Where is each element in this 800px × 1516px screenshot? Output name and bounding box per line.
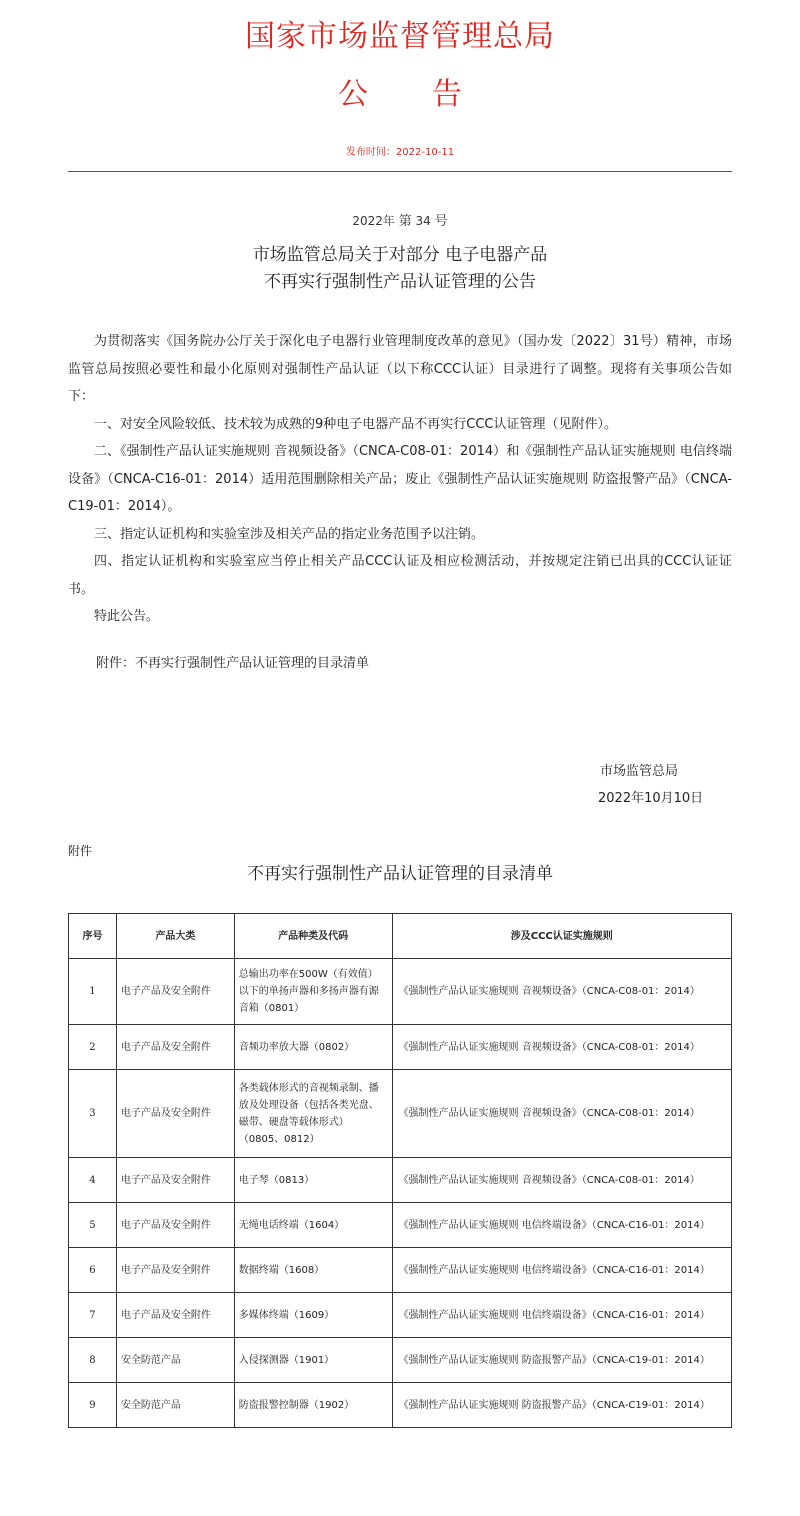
row-category: 电子产品及安全附件 <box>116 1025 234 1070</box>
row-rule: 《强制性产品认证实施规则 电信终端设备》（CNCA-C16-01：2014） <box>392 1248 731 1293</box>
row-rule: 《强制性产品认证实施规则 音视频设备》（CNCA-C08-01：2014） <box>392 1158 731 1203</box>
row-category: 安全防范产品 <box>116 1383 234 1428</box>
doc-number: 34 <box>415 214 431 228</box>
row-category: 安全防范产品 <box>116 1338 234 1383</box>
table-row <box>69 1203 732 1248</box>
table-row <box>69 959 732 1025</box>
catalog-table <box>68 913 732 1428</box>
row-number: 2 <box>69 1025 117 1070</box>
notice-title <box>0 72 800 118</box>
notice-title-char-1: 公 <box>338 77 368 112</box>
row-number: 3 <box>69 1070 117 1158</box>
row-product: 入侵探测器（1901） <box>234 1338 392 1383</box>
column-header-number: 序号 <box>69 914 117 959</box>
row-product: 多媒体终端（1609） <box>234 1293 392 1338</box>
heading-line-1: 市场监管总局关于对部分 电子电器产品 <box>252 245 548 265</box>
row-product: 数据终端（1608） <box>234 1248 392 1293</box>
catalog-title: 不再实行强制性产品认证管理的目录清单 <box>247 864 553 884</box>
row-rule: 《强制性产品认证实施规则 音视频设备》（CNCA-C08-01：2014） <box>392 1070 731 1158</box>
table-row <box>69 1025 732 1070</box>
paragraph-item-2: 二、《强制性产品认证实施规则 音视频设备》（CNCA-C08-01：2014）和《强制性产品认证实施规则 电信终端设备》（CNCA-C16-01：2014）适用范围删除相关产品；废止《强制性产品认证实施规则 防盗报警产品》（CNCA-C19-01：2014）。 <box>68 444 732 514</box>
paragraph-item-3: 三、指定认证机构和实验室涉及相关产品的指定业务范围予以注销。 <box>94 526 485 542</box>
row-rule: 《强制性产品认证实施规则 电信终端设备》（CNCA-C16-01：2014） <box>392 1293 731 1338</box>
row-rule: 《强制性产品认证实施规则 防盗报警产品》（CNCA-C19-01：2014） <box>392 1383 731 1428</box>
attachment-note: 附件：不再实行强制性产品认证管理的目录清单 <box>96 656 370 671</box>
doc-hao: 号 <box>434 214 448 229</box>
signature-date: 2022年10月10日 <box>598 791 704 806</box>
row-number: 6 <box>69 1248 117 1293</box>
table-header-row <box>69 914 732 959</box>
row-category: 电子产品及安全附件 <box>116 1293 234 1338</box>
row-number: 8 <box>69 1338 117 1383</box>
row-category: 电子产品及安全附件 <box>116 1158 234 1203</box>
row-rule: 《强制性产品认证实施规则 电信终端设备》（CNCA-C16-01：2014） <box>392 1203 731 1248</box>
document-number <box>0 213 800 230</box>
row-product: 防盗报警控制器（1902） <box>234 1383 392 1428</box>
row-product: 音频功率放大器（0802） <box>234 1025 392 1070</box>
paragraph-item-4: 四、指定认证机构和实验室应当停止相关产品CCC认证及相应检测活动，并按规定注销已出具的CCC认证证书。 <box>68 554 732 597</box>
table-row <box>69 1158 732 1203</box>
table-row <box>69 1070 732 1158</box>
heading-line-2: 不再实行强制性产品认证管理的公告 <box>264 272 536 292</box>
row-rule: 《强制性产品认证实施规则 防盗报警产品》（CNCA-C19-01：2014） <box>392 1338 731 1383</box>
paragraph-intro: 为贯彻落实《国务院办公厅关于深化电子电器行业管理制度改革的意见》（国办发〔2022〕31号）精神，市场监管总局按照必要性和最小化原则对强制性产品认证（以下称CCC认证）目录进行了调整。现将有关事项公告如下： <box>68 334 732 404</box>
row-number: 5 <box>69 1203 117 1248</box>
doc-year: 2022年 <box>352 214 395 228</box>
paragraph-item-1: 一、对安全风险较低、技术较为成熟的9种电子电器产品不再实行CCC认证管理（见附件）。 <box>94 416 618 432</box>
row-category: 电子产品及安全附件 <box>116 1248 234 1293</box>
publish-date: 发布时间：2022-10-11 <box>345 147 455 158</box>
doc-di: 第 <box>398 214 412 229</box>
table-row <box>69 1383 732 1428</box>
notice-title-char-2: 告 <box>432 77 462 112</box>
row-rule: 《强制性产品认证实施规则 音视频设备》（CNCA-C08-01：2014） <box>392 959 731 1025</box>
row-product: 总输出功率在500W（有效值）以下的单扬声器和多扬声器有源音箱（0801） <box>234 959 392 1025</box>
row-category: 电子产品及安全附件 <box>116 1070 234 1158</box>
row-category: 电子产品及安全附件 <box>116 1203 234 1248</box>
row-number: 4 <box>69 1158 117 1203</box>
signature-organization: 市场监管总局 <box>600 764 679 779</box>
table-row <box>69 1248 732 1293</box>
row-rule: 《强制性产品认证实施规则 音视频设备》（CNCA-C08-01：2014） <box>392 1025 731 1070</box>
document-body <box>68 328 732 631</box>
table-row <box>69 1293 732 1338</box>
row-product: 无绳电话终端（1604） <box>234 1203 392 1248</box>
table-row <box>69 1338 732 1383</box>
column-header-product: 产品种类及代码 <box>234 914 392 959</box>
row-number: 7 <box>69 1293 117 1338</box>
row-number: 1 <box>69 959 117 1025</box>
column-header-rule: 涉及CCC认证实施规则 <box>392 914 731 959</box>
attachment-label: 附件 <box>68 844 93 858</box>
column-header-category: 产品大类 <box>116 914 234 959</box>
row-product: 各类载体形式的音视频录制、播放及处理设备（包括各类光盘、磁带、硬盘等载体形式）（0805、0812） <box>234 1070 392 1158</box>
row-product: 电子琴（0813） <box>234 1158 392 1203</box>
row-number: 9 <box>69 1383 117 1428</box>
row-category: 电子产品及安全附件 <box>116 959 234 1025</box>
organization-title: 国家市场监督管理总局 <box>245 19 555 54</box>
header-divider <box>68 171 732 172</box>
document-heading <box>0 242 800 296</box>
paragraph-closing: 特此公告。 <box>94 609 160 624</box>
